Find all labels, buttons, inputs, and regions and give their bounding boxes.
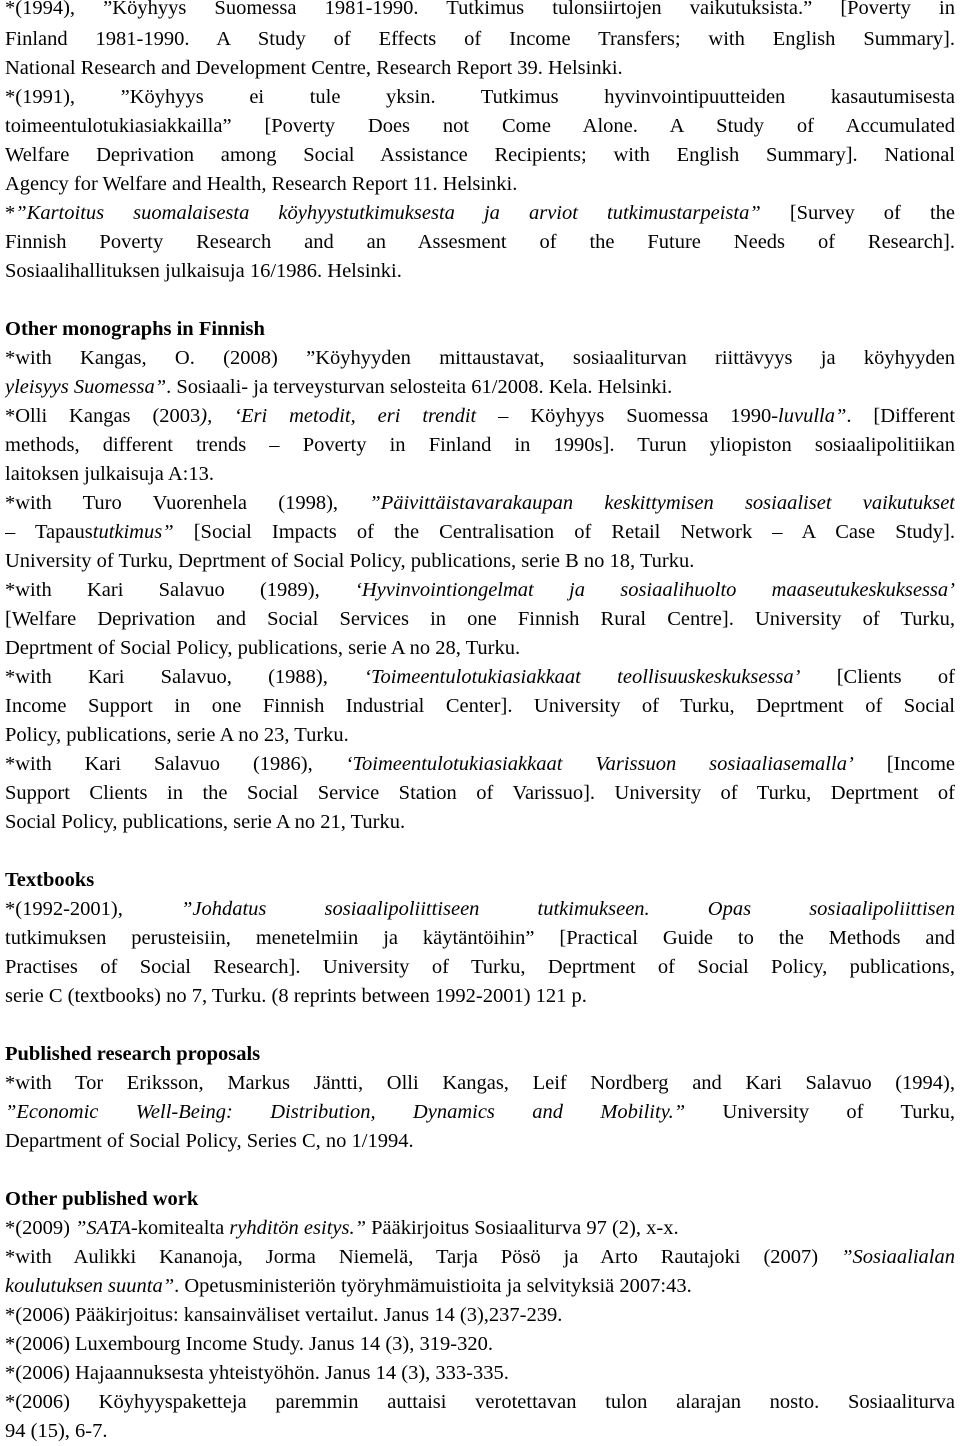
text-line: *(1992-2001), ”Johdatus sosiaalipoliittiseen tutkimukseen. Opas sosiaalipoliittisen [5, 898, 955, 920]
text-line: Department of Social Policy, Series C, no 1/1994. [5, 1130, 414, 1152]
text-line: Support Clients in the Social Service Station of Varissuo]. University of Turku, Deprtment of [5, 782, 955, 804]
text-line: yleisyys Suomessa”. Sosiaali- ja terveysturvan selosteita 61/2008. Kela. Helsinki. [5, 376, 673, 398]
text-line: *Olli Kangas (2003), ‘Eri metodit, eri trendit – Köyhyys Suomessa 1990-luvulla”. [Different [5, 405, 955, 427]
text-line: National Research and Development Centre, Research Report 39. Helsinki. [5, 57, 623, 79]
text-line: *(1994), ”Köyhyys Suomessa 1981-1990. Tutkimus tulonsiirtojen vaikutuksista.” [Poverty in [5, 0, 955, 19]
text-line: *(2006) Pääkirjoitus: kansainväliset vertailut. Janus 14 (3),237-239. [5, 1304, 563, 1326]
text-line: laitoksen julkaisuja A:13. [5, 463, 214, 485]
text-line: Deprtment of Social Policy, publications, serie A no 28, Turku. [5, 637, 521, 659]
text-line: 94 (15), 6-7. [5, 1420, 108, 1442]
text-line: methods, different trends – Poverty in Finland in 1990s]. Turun yliopiston sosiaalipolitiikan [5, 434, 955, 456]
text-line: *with Kari Salavuo (1986), ‘Toimeentulotukiasiakkaat Varissuon sosiaaliasemalla’ [Income [5, 753, 955, 775]
text-line: Sosiaalihallituksen julkaisuja 16/1986. Helsinki. [5, 260, 402, 282]
section-heading: Textbooks [5, 869, 95, 891]
text-line: Welfare Deprivation among Social Assistance Recipients; with English Summary]. National [5, 144, 955, 166]
text-line: Finland 1981-1990. A Study of Effects of Income Transfers; with English Summary]. [5, 28, 955, 50]
text-line: *(2006) Hajaannuksesta yhteistyöhön. Janus 14 (3), 333-335. [5, 1362, 509, 1384]
section-heading: Other monographs in Finnish [5, 318, 265, 340]
text-line: *”Kartoitus suomalaisesta köyhyystutkimuksesta ja arviot tutkimustarpeista” [Survey of the [5, 202, 955, 224]
text-line: *(2006) Köyhyyspaketteja paremmin auttaisi verotettavan tulon alarajan nosto. Sosiaaliturva [5, 1391, 955, 1413]
text-line: toimeentulotukiasiakkailla” [Poverty Does not Come Alone. A Study of Accumulated [5, 115, 955, 137]
section-heading: Published research proposals [5, 1043, 261, 1065]
text-line: *with Kari Salavuo (1989), ‘Hyvinvointiongelmat ja sosiaalihuolto maaseutukeskuksessa’ [5, 579, 955, 601]
text-line: University of Turku, Deprtment of Social Policy, publications, serie B no 18, Turku. [5, 550, 695, 572]
text-line: serie C (textbooks) no 7, Turku. (8 reprints between 1992-2001) 121 p. [5, 985, 587, 1007]
text-line: *(1991), ”Köyhyys ei tule yksin. Tutkimus hyvinvointipuutteiden kasautumisesta [5, 86, 955, 108]
text-line: *with Aulikki Kananoja, Jorma Niemelä, Tarja Pösö ja Arto Rautajoki (2007) ”Sosiaalialan [5, 1246, 955, 1268]
text-line: *with Turo Vuorenhela (1998), ”Päivittäistavarakaupan keskittymisen sosiaaliset vaikutukset [5, 492, 955, 514]
text-line: Agency for Welfare and Health, Research Report 11. Helsinki. [5, 173, 518, 195]
text-line: tutkimuksen perusteisiin, menetelmiin ja käytäntöihin” [Practical Guide to the Methods and [5, 927, 955, 949]
text-line: *with Tor Eriksson, Markus Jäntti, Olli Kangas, Leif Nordberg and Kari Salavuo (1994), [5, 1072, 955, 1094]
text-line: koulutuksen suunta”. Opetusministeriön työryhmämuistioita ja selvityksiä 2007:43. [5, 1275, 692, 1297]
text-line: *with Kangas, O. (2008) ”Köyhyyden mittaustavat, sosiaaliturvan riittävyys ja köyhyyden [5, 347, 955, 369]
text-line: *(2009) ”SATA-komitealta ryhditön esitys.” Pääkirjoitus Sosiaaliturva 97 (2), x-x. [5, 1217, 679, 1239]
text-line: *(2006) Luxembourg Income Study. Janus 14 (3), 319-320. [5, 1333, 493, 1355]
section-heading: Other published work [5, 1188, 199, 1210]
text-line: [Welfare Deprivation and Social Services in one Finnish Rural Centre]. University of Turku, [5, 608, 955, 630]
text-line: Practises of Social Research]. University of Turku, Deprtment of Social Policy, publications, [5, 956, 955, 978]
text-line: Social Policy, publications, serie A no 21, Turku. [5, 811, 406, 833]
text-line: Income Support in one Finnish Industrial Center]. University of Turku, Deprtment of Social [5, 695, 955, 717]
text-line: – Tapaustutkimus” [Social Impacts of the Centralisation of Retail Network – A Case Study]. [5, 521, 955, 543]
text-line: Finnish Poverty Research and an Assesment of the Future Needs of Research]. [5, 231, 955, 253]
text-line: Policy, publications, serie A no 23, Turku. [5, 724, 349, 746]
text-line: ”Economic Well-Being: Distribution, Dynamics and Mobility.” University of Turku, [5, 1101, 955, 1123]
text-line: *with Kari Salavuo, (1988), ‘Toimeentulotukiasiakkaat teollisuuskeskuksessa’ [Clients of [5, 666, 955, 688]
